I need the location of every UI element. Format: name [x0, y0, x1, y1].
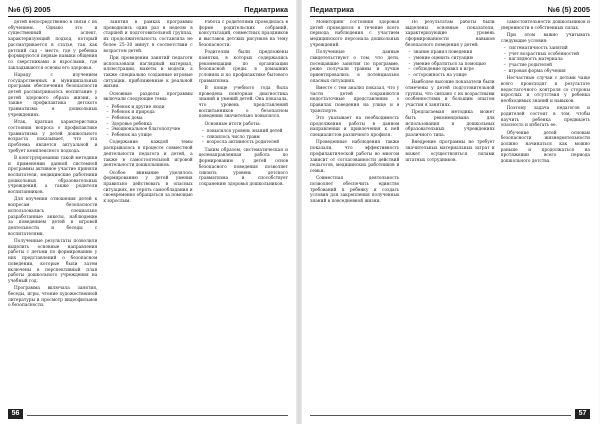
paragraph: Поэтому задача педагогов и родителей состоит в том, чтобы научить ребенка предвидеть опасность и избегать ее. [500, 106, 590, 129]
paragraph: Основные разделы программы включали следующие темы: [103, 91, 193, 103]
footer-rule [27, 415, 288, 416]
list-item: – Ребенок дома [103, 116, 192, 122]
paragraph: Мониторинг состояния здоровья детей проводился в течение всего периода наблюдения с участием медицинского персонала дошкольных учреждений. [310, 20, 400, 48]
text-column [405, 20, 494, 406]
paragraph: самостоятельности дошкольников и уверенности в собственных силах. [500, 20, 590, 31]
paragraph: Полученные данные свидетельствуют о том, что дети, посещавшие занятия по программе, реже получали травмы и лучше ориентировались в потенциально опасных ситуациях. [310, 50, 400, 84]
text-column [310, 20, 399, 406]
journal-title: Педиатрика [310, 5, 354, 14]
bullet-list [501, 46, 590, 75]
left-page-columns [8, 20, 288, 406]
list-item: – умение оценить ситуацию [405, 56, 494, 62]
right-page-header [310, 5, 590, 17]
paragraph: Программа включала занятия, беседы, игры, чтение художественной литературы и просмотр видеофильмов о безопасности. [8, 286, 98, 309]
list-item: – повысился уровень знаний детей [199, 129, 288, 135]
paragraph: Итак, краткая характеристика состояния вопроса о профилактике травматизма у детей дошкольного возраста показывает, что эта проблема является актуальной и требует комплексного подхода. [8, 120, 98, 154]
paragraph: Совместная деятельность позволяет обеспечить единство требований к ребенку и создать условия для закрепления полученных знаний в повседневной жизни. [310, 176, 400, 205]
paragraph: Обучение детей основам безопасности жизнедеятельности должно начинаться как можно раньше и продолжаться на протяжении всего периода дошкольного детства. [500, 130, 590, 165]
bullet-list [103, 105, 192, 139]
text-column [8, 20, 97, 406]
list-item: – осторожность на улице [405, 73, 494, 79]
paragraph: Вместе с тем анализ показал, что у части детей сохраняются недостаточные представления о правилах поведения на улице и в транспорте. [310, 85, 400, 114]
paragraph: Наиболее высокие показатели были отмечены у детей подготовительной группы, что связано с их возрастными особенностями и большим опытом участия в занятиях. [405, 80, 495, 109]
list-item: – соблюдение правил в игре [405, 67, 494, 73]
text-column [103, 20, 192, 406]
text-column [501, 20, 590, 406]
paragraph: Таким образом, систематическая и целенаправленная работа по формированию у детей основ безопасного поведения позволяет снизить уровень детского травматизма и способствует сохранению здоровья дошкольников. [198, 147, 288, 187]
paragraph: При проведении занятий педагоги использовали наглядный материал, иллюстрации, макеты и модели, а также специально созданные игровые ситуации, приближенные к реальной жизни. [103, 55, 193, 90]
paragraph: По результатам работы были выделены основные показатели, характеризующие уровень сформированности навыков безопасного поведения у детей: [405, 20, 495, 48]
paragraph: Для изучения отношения детей к вопросам безопасности использовались специально разработанные анкеты, наблюдение за поведением детей в игровой деятельности и беседы с воспитателями. [8, 197, 98, 237]
list-item: – возросла активность родителей [199, 140, 288, 146]
list-item: – учет возрастных особенностей [501, 52, 590, 58]
list-item: – игровая форма обучения [501, 69, 590, 75]
left-page [0, 0, 296, 424]
paragraph: Основные итоги работы: [204, 121, 261, 127]
paragraph: В конструировании такой методики и применении данной системной программы активное участие приняли воспитатели, медицинские работники дошкольных образовательных учреждений, а также родители воспитанников. [8, 155, 98, 196]
list-item: – знание правил поведения [405, 50, 494, 56]
issue-number: №6 (5) 2005 [547, 5, 590, 14]
bullet-list [405, 50, 494, 79]
paragraph: При этом важно учитывать следующие условия: [500, 33, 590, 44]
issue-number: №6 (5) 2005 [8, 5, 51, 14]
bullet-list [199, 129, 288, 146]
paragraph: Полученные результаты позволили выделить основные направления работы с детьми по формированию у них представлений о безопасном поведении, которые были затем включены в перспективный план работы дошкольного учреждения на учебный год. [8, 238, 98, 284]
left-page-header [8, 5, 288, 17]
paragraph: Проведенные наблюдения также показали, что эффективность профилактической работы во многом зависит от согласованности действий педагогов, медицинских работников и семьи. [310, 140, 400, 174]
list-item: – Здоровье ребенка [103, 122, 192, 128]
list-item: – снизилось число травм [199, 135, 288, 141]
paragraph: Особое внимание уделялось формированию у детей умения правильно действовать в опасных ситуациях, не терять самообладания и своевременно обращаться за помощью к взрослым. [103, 170, 193, 205]
list-item: – Ребенок и природа [103, 110, 192, 116]
paragraph: детей непосредственно в связи с их обучением. Однако это и существенный аспект, характеризующий подход, который рассматривается в статье, так как детский сад – место, где у ребенка формируются первые навыки общения со сверстниками и взрослыми, где закладываются основы его здоровья. [8, 20, 98, 71]
paragraph: Внедрение программы не требует значительных материальных затрат и может осуществляться силами штатных сотрудников. [405, 140, 495, 163]
paragraph: Предлагаемая методика может быть рекомендована для использования в дошкольных образовательных учреждениях различного типа. [405, 110, 495, 139]
list-item: – умение обратиться за помощью [405, 62, 494, 68]
journal-title: Педиатрика [244, 5, 288, 14]
right-page [302, 0, 598, 424]
paragraph: Работа с родителями проводилась в форме родительских собраний, консультаций, совместных праздников и выставок детских рисунков на тему безопасности. [198, 20, 288, 48]
footer-rule [310, 415, 571, 416]
list-item: – Эмоциональное благополучие [103, 127, 192, 133]
text-column [199, 20, 288, 406]
paragraph: Родителям были предложены памятки, в которых содержались рекомендации по организации безопасной среды в домашних условиях и по профилактике бытового травматизма. [198, 50, 288, 84]
list-item: – систематичность занятий [501, 46, 590, 52]
paragraph: Содержание каждой темы раскрывалось в процессе совместной деятельности педагога и детей, а также в самостоятельной игровой деятельности дошкольников. [103, 140, 193, 169]
list-item: – наглядность материала [501, 57, 590, 63]
paragraph: Несчастные случаи с детьми чаще всего происходят в результате недостаточного контроля со стороны взрослых и отсутствия у ребенка необходимых знаний и навыков. [500, 76, 590, 104]
right-page-columns [310, 20, 590, 406]
paragraph: Наряду с изучением государственных и муниципальных программ обеспечения безопасности детей рассматривалось воспитание у детей здорового образа жизни, а также профилактика детского травматизма в дошкольных учреждениях. [8, 72, 98, 118]
list-item: – участие родителей [501, 63, 590, 69]
page-number: 56 [8, 409, 23, 419]
paragraph: В конце учебного года была проведена повторная диагностика знаний и умений детей. Она показала, что уровень представлений воспитанников о безопасном поведении значительно повысился. [198, 85, 288, 120]
list-item: – Ребенок на улице [103, 133, 192, 139]
paragraph: Это указывает на необходимость продолжения работы в данном направлении и привлечения к ней специалистов различного профиля. [310, 116, 400, 139]
list-item: – Ребенок и другие люди [103, 105, 192, 111]
page-number: 57 [575, 409, 590, 419]
paragraph: Занятия в рамках программы проводились один раз в неделю в старшей и подготовительной группах, их продолжительность составляла не более 25–30 минут в соответствии с возрастом детей. [103, 20, 193, 54]
